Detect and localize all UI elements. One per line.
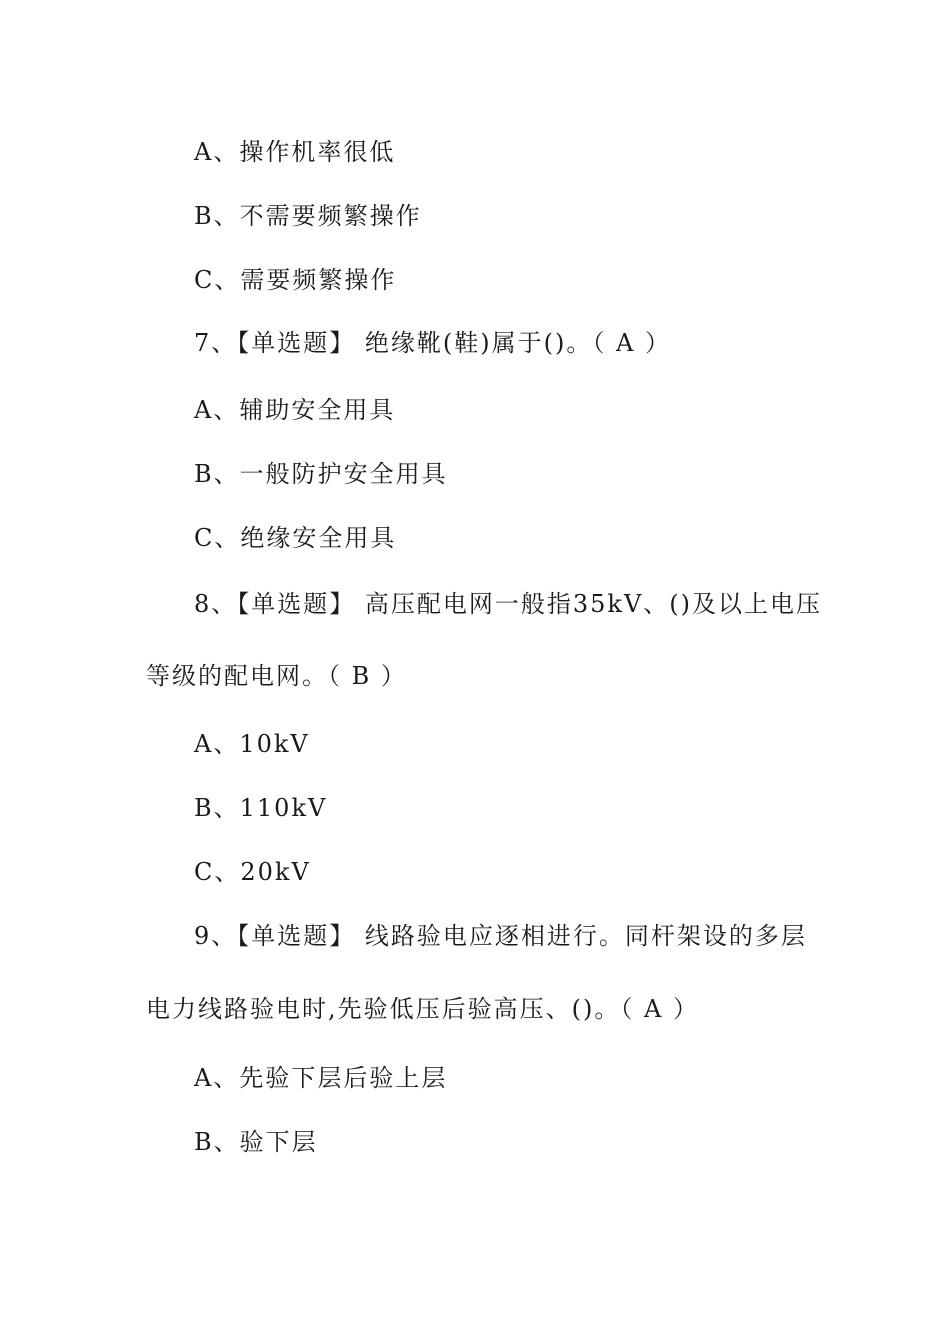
option-b: B、不需要频繁操作 <box>194 202 422 230</box>
option-c: C、需要频繁操作 <box>194 266 397 294</box>
question-8-stem: 8、【单选题】 高压配电网一般指35kV、()及以上电压 <box>194 590 823 618</box>
option-a: A、辅助安全用具 <box>194 396 396 424</box>
option-a: A、10kV <box>194 730 310 758</box>
option-c: C、绝缘安全用具 <box>194 524 397 552</box>
question-9-stem-continued: 电力线路验电时,先验低压后验高压、()。（ A ） <box>146 995 699 1023</box>
option-a: A、操作机率很低 <box>194 138 396 166</box>
question-9-stem: 9、【单选题】 线路验电应逐相进行。同杆架设的多层 <box>194 922 807 950</box>
option-c: C、20kV <box>194 858 311 886</box>
option-b: B、一般防护安全用具 <box>194 460 448 488</box>
option-b: B、110kV <box>194 794 328 822</box>
option-b: B、验下层 <box>194 1128 318 1156</box>
question-8-stem-continued: 等级的配电网。（ B ） <box>146 662 407 690</box>
option-a: A、先验下层后验上层 <box>194 1064 448 1092</box>
question-7-stem: 7、【单选题】 绝缘靴(鞋)属于()。（ A ） <box>194 329 671 357</box>
